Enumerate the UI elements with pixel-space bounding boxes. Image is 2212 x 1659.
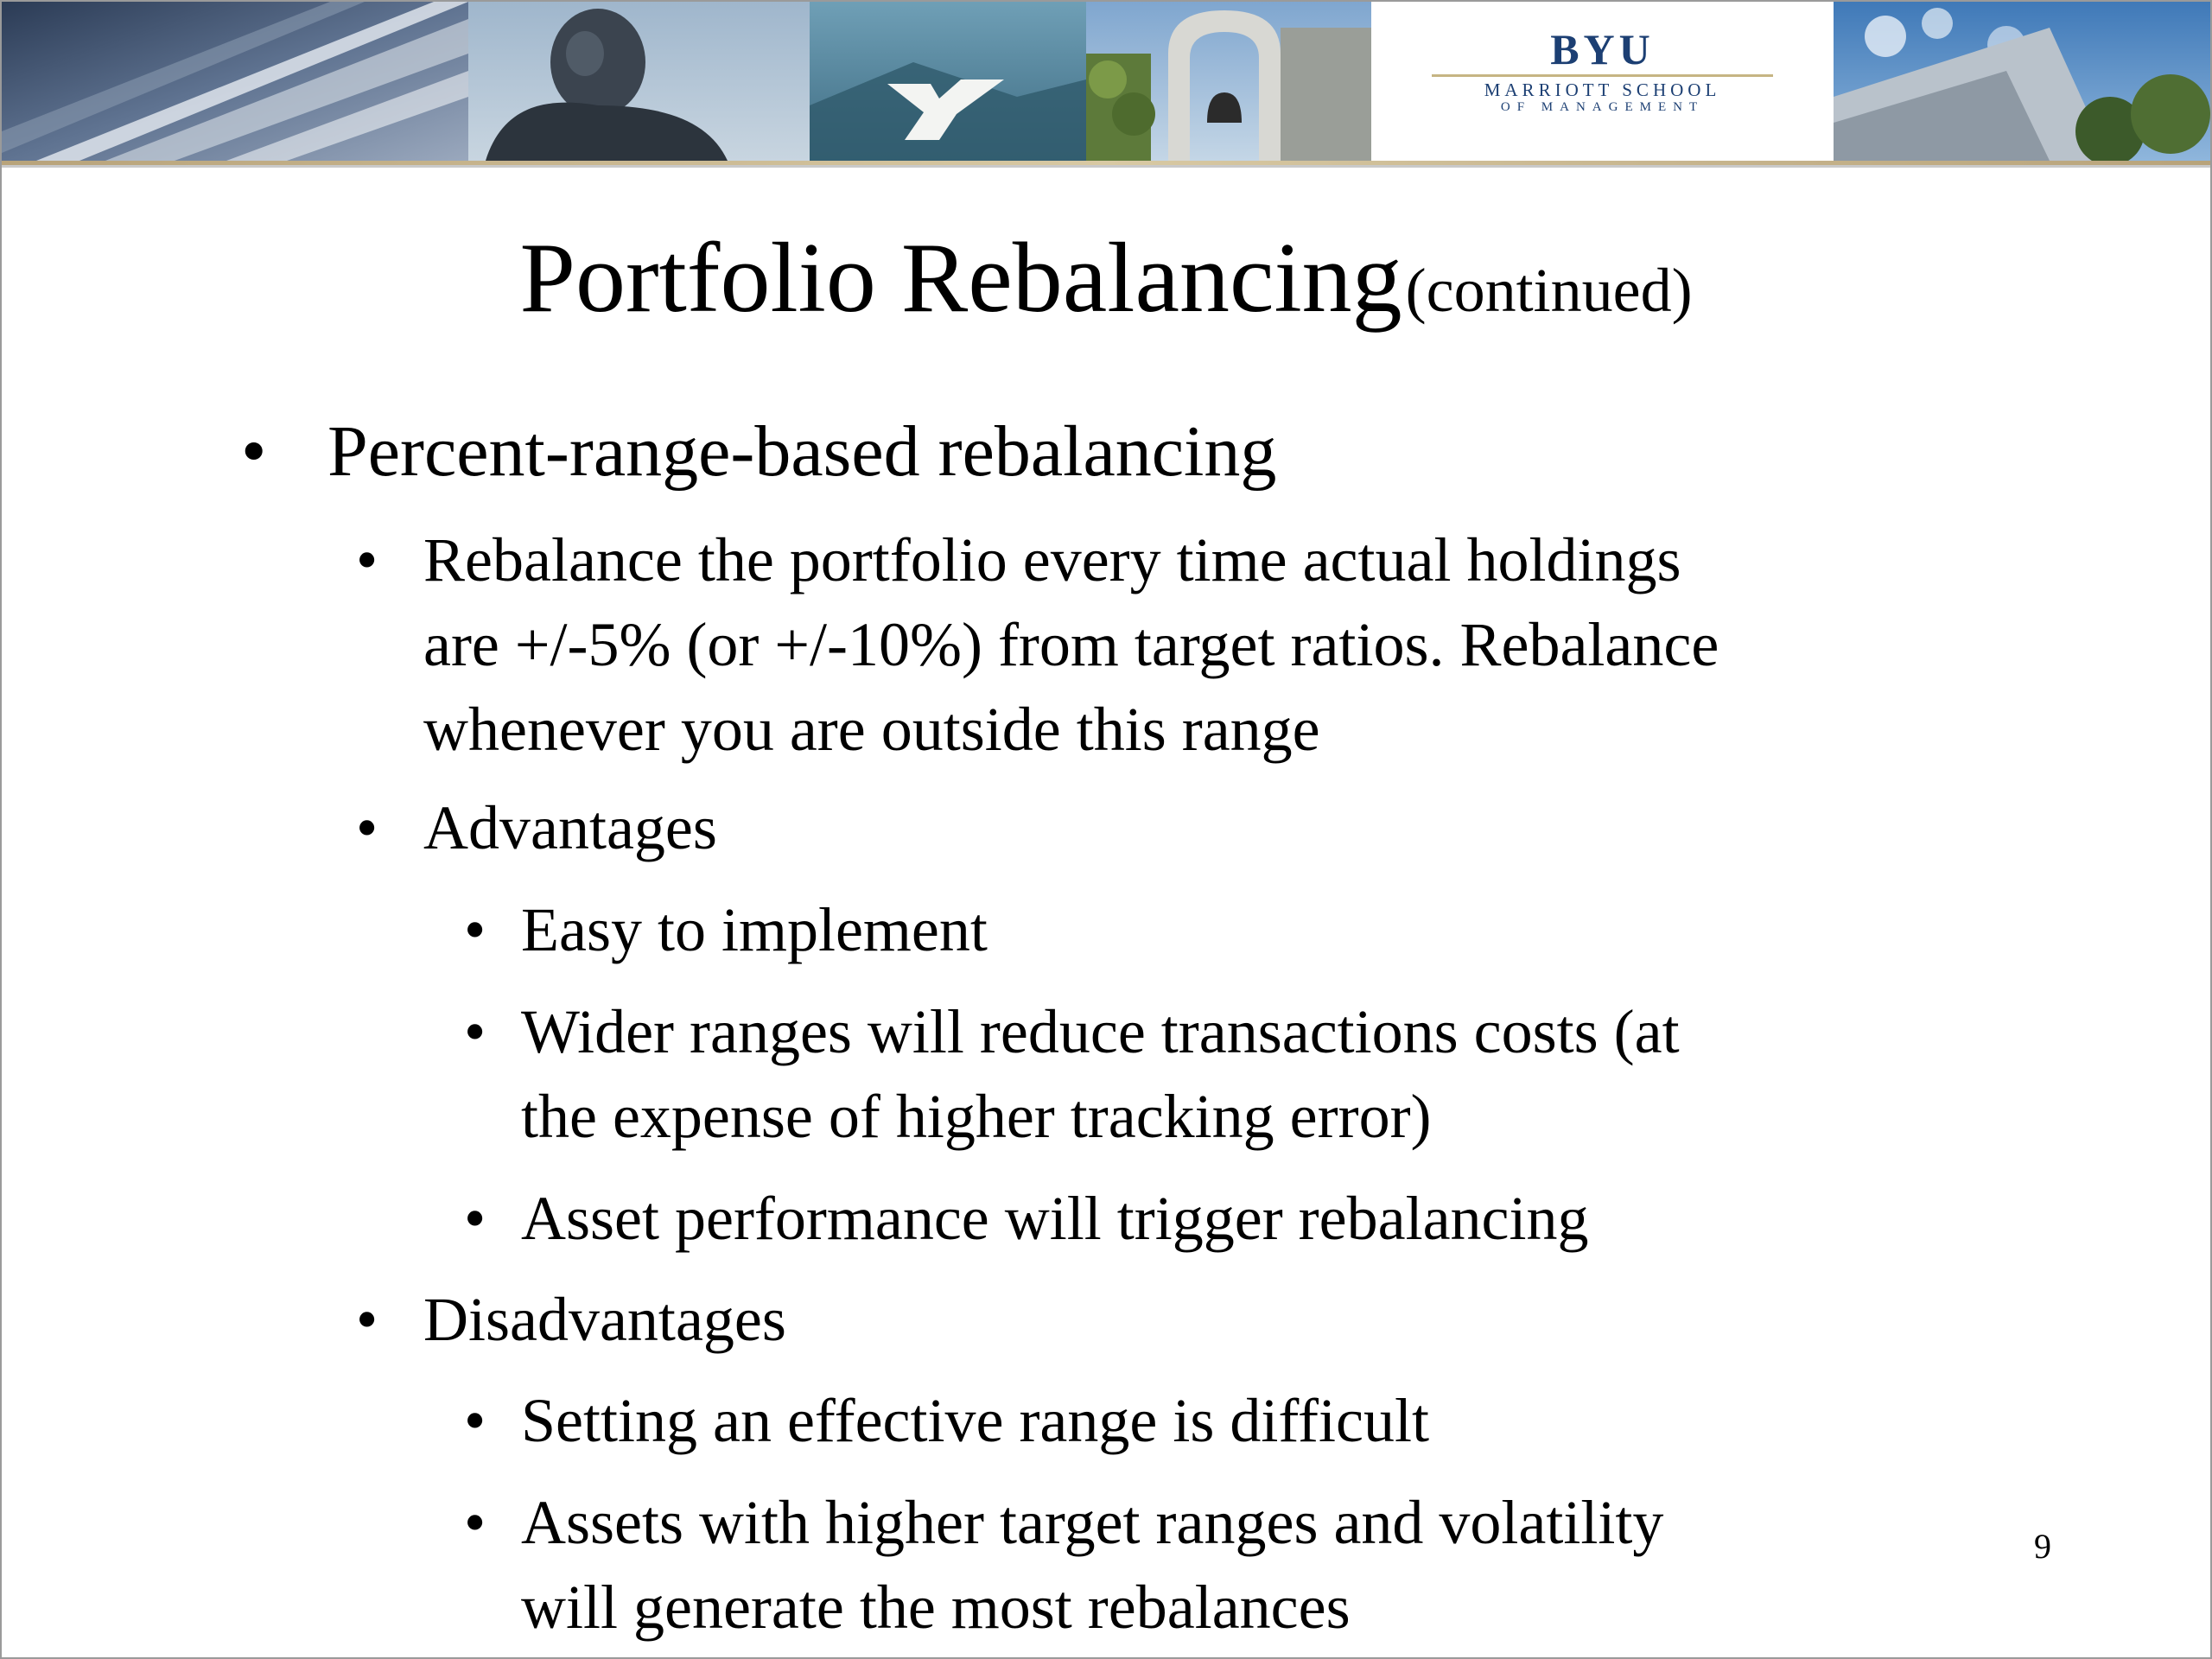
- slide-title-continued: (continued): [1405, 256, 1693, 325]
- bullet-glyph: •: [356, 525, 378, 594]
- bullet-item: [241, 410, 1277, 494]
- banner-photo-sky-building: [1834, 2, 2210, 161]
- bullet-item: [464, 1378, 1429, 1463]
- slide-title: [2, 223, 2210, 334]
- page-number: 9: [2034, 1527, 2051, 1566]
- bullet-item: [356, 518, 1681, 602]
- header-banner: [2, 2, 2210, 161]
- bullet-item: [464, 989, 1680, 1074]
- bullet-item: [464, 887, 988, 972]
- bullet-glyph: •: [464, 1488, 486, 1557]
- bullet-text: Rebalance the portfolio every time actual holdings: [423, 525, 1681, 594]
- logo-divider: [1432, 74, 1773, 77]
- bullet-glyph: •: [356, 1285, 378, 1354]
- bullet-text: the expense of higher tracking error): [521, 1082, 1432, 1151]
- logo-management-text: OF MANAGEMENT: [1500, 100, 1705, 114]
- bullet-text: Advantages: [423, 793, 717, 862]
- bullet-glyph: •: [464, 997, 486, 1066]
- bullet-text: Percent-range-based rebalancing: [327, 411, 1277, 492]
- banner-photo-mountain-y: [810, 2, 1086, 161]
- slide-title-main: Portfolio Rebalancing: [519, 223, 1402, 334]
- bullet-item: [464, 1480, 1664, 1565]
- bullet-glyph: •: [464, 895, 486, 964]
- bullet-glyph: •: [241, 411, 267, 492]
- bullet-continuation: [423, 602, 1719, 687]
- logo-school-text: MARRIOTT SCHOOL: [1484, 79, 1721, 100]
- banner-photo-building: [2, 2, 468, 161]
- banner-rule-grey: [2, 165, 2210, 168]
- bullet-text: Wider ranges will reduce transactions costs (at: [521, 997, 1680, 1066]
- bullet-item: [464, 1176, 1589, 1261]
- bullet-text: Easy to implement: [521, 895, 988, 964]
- bullet-glyph: •: [464, 1386, 486, 1455]
- bullet-text: are +/-5% (or +/-10%) from target ratios. Rebalance: [423, 610, 1719, 679]
- banner-photo-statue: [468, 2, 810, 161]
- bullet-continuation: [521, 1565, 1351, 1649]
- bullet-text: Setting an effective range is difficult: [521, 1386, 1429, 1455]
- bullet-text: will generate the most rebalances: [521, 1573, 1351, 1642]
- byu-marriott-logo: [1371, 2, 1834, 161]
- bullet-text: Asset performance will trigger rebalancing: [521, 1184, 1589, 1253]
- bullet-text: whenever you are outside this range: [423, 695, 1320, 764]
- bullet-text: Disadvantages: [423, 1285, 786, 1354]
- banner-photo-bell-tower: [1086, 2, 1371, 161]
- bullet-glyph: •: [356, 793, 378, 862]
- bullet-continuation: [521, 1074, 1432, 1159]
- bullet-text: Assets with higher target ranges and volatility: [521, 1488, 1664, 1557]
- bullet-glyph: •: [464, 1184, 486, 1253]
- bullet-continuation: [423, 687, 1320, 772]
- bullet-item: [356, 1277, 786, 1362]
- logo-byu-text: BYU: [1550, 25, 1655, 73]
- bullet-item: [356, 785, 717, 870]
